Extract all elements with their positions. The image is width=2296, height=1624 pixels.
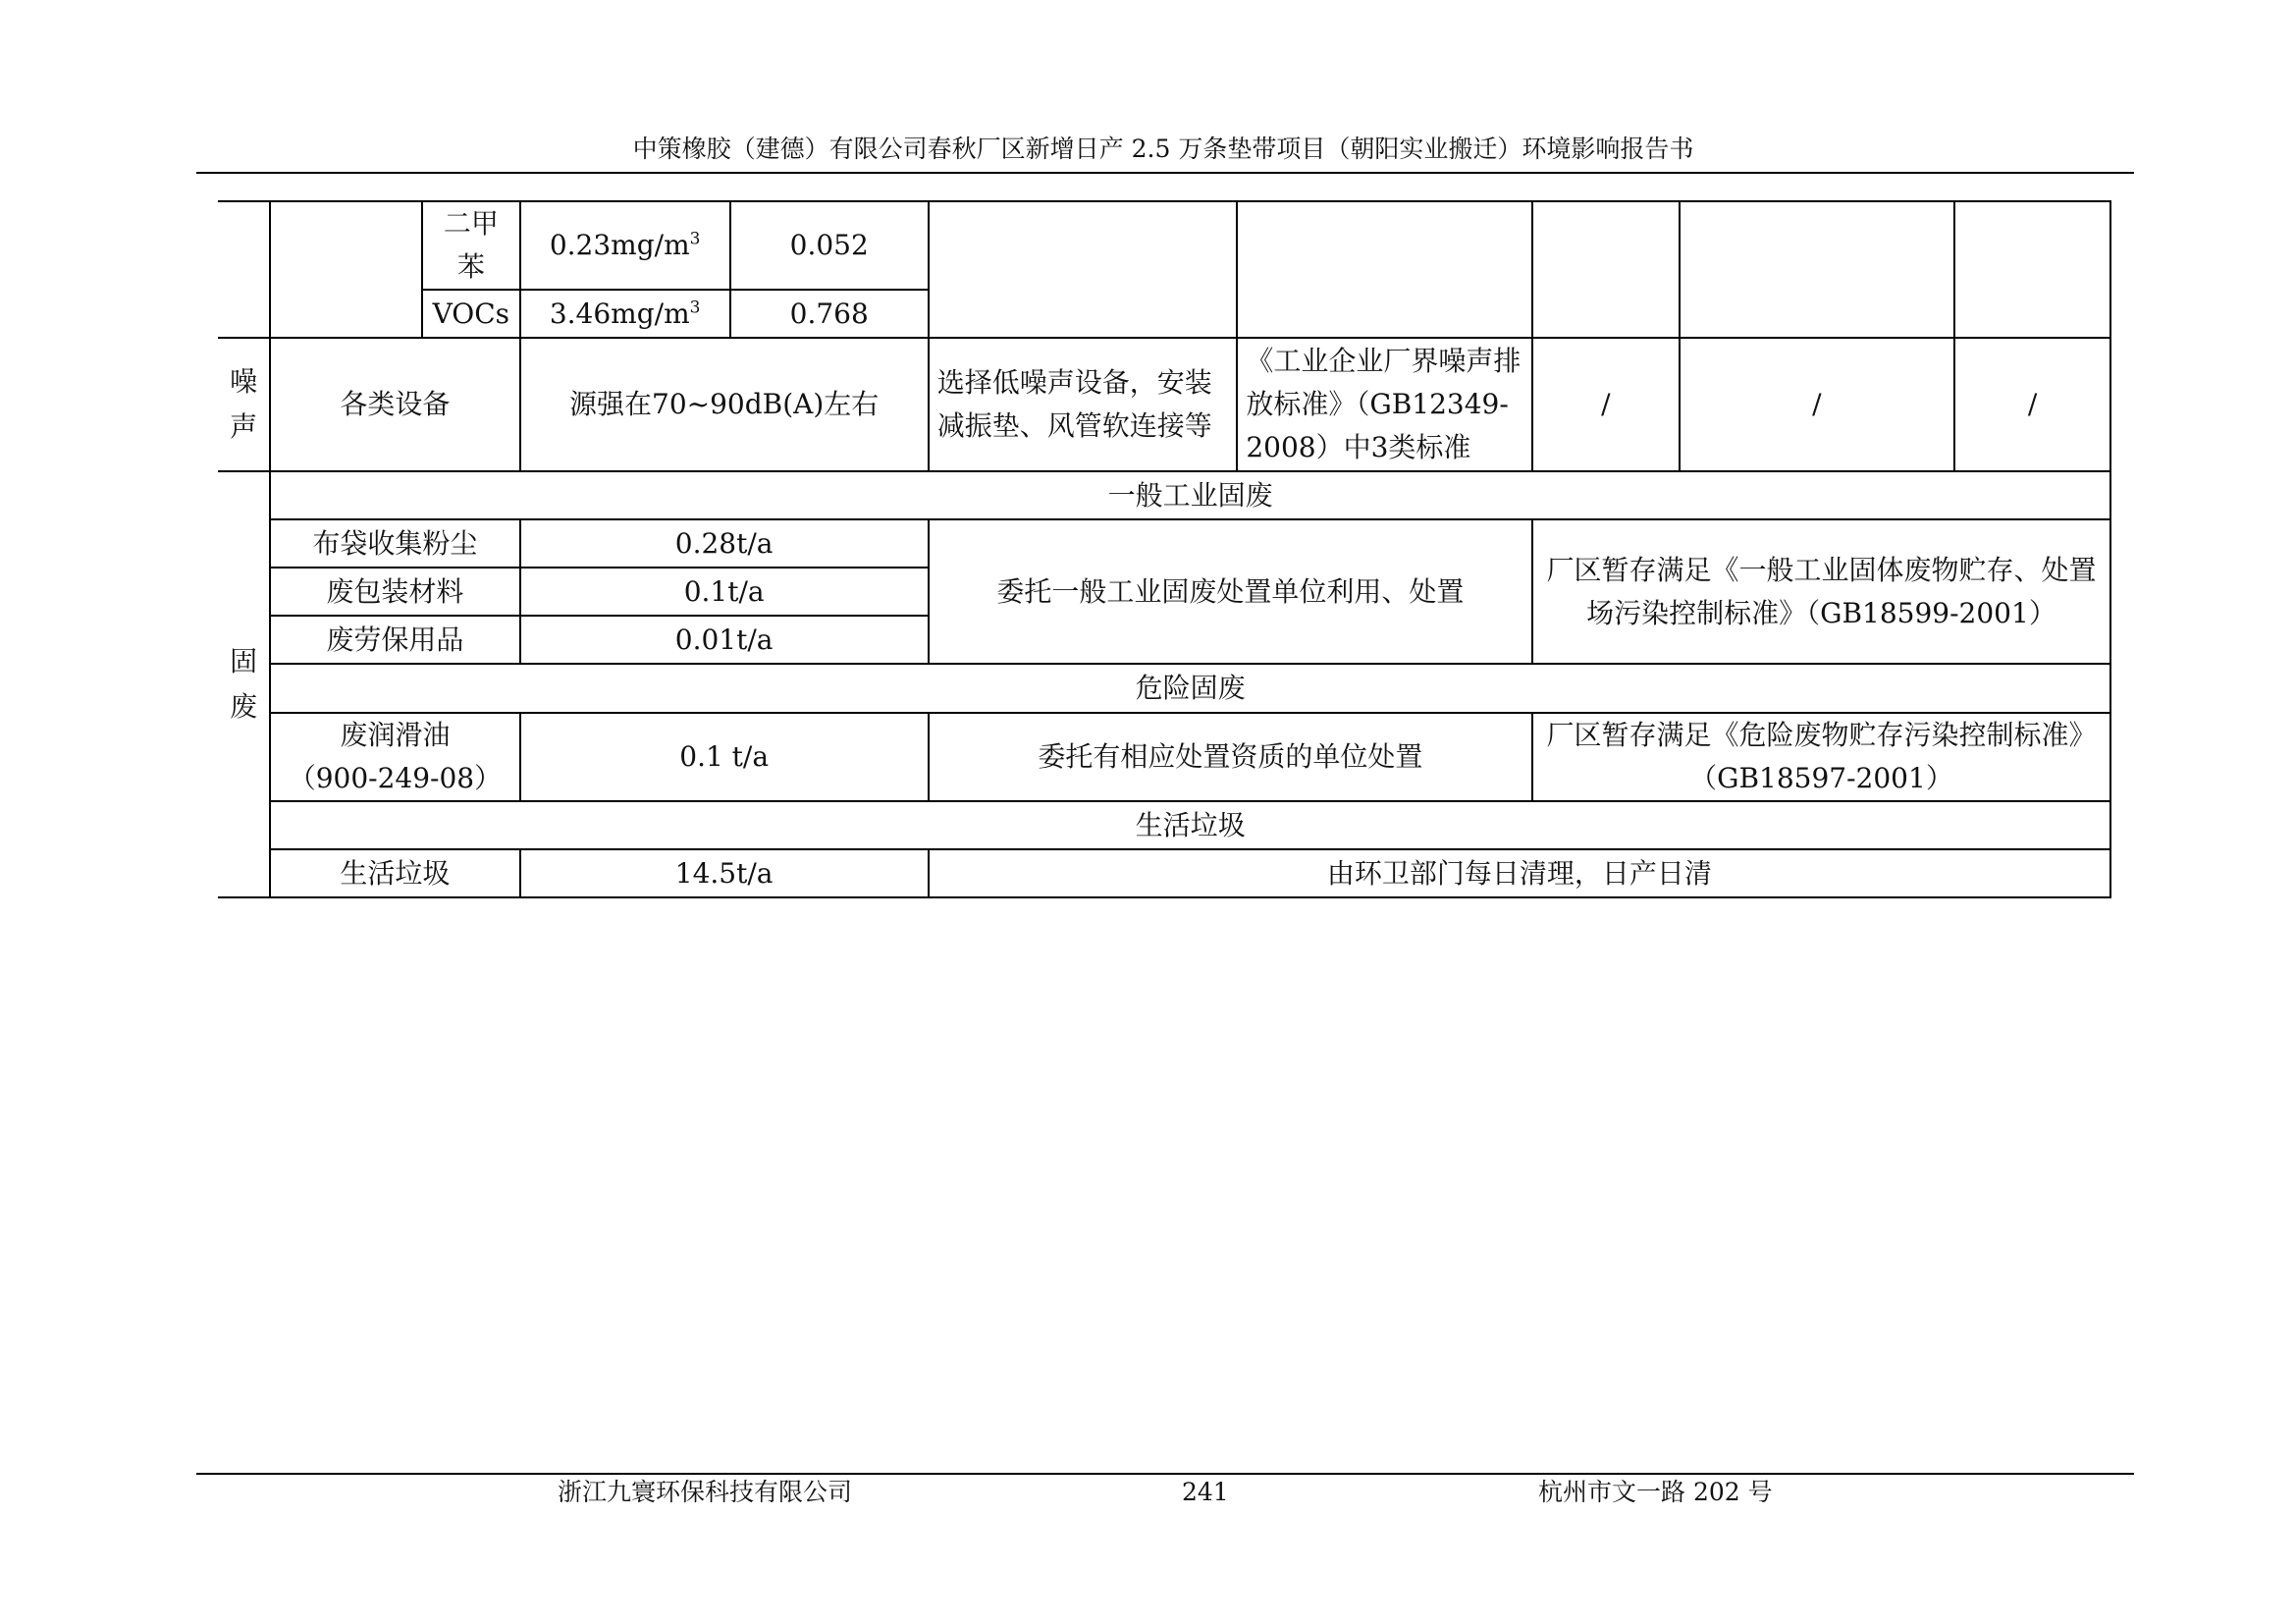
- table-row: [218, 664, 2110, 713]
- domestic-amount-cell: 14.5t/a: [520, 849, 929, 897]
- general-disposal-cell: 委托一般工业固废处置单位利用、处置: [929, 519, 1532, 664]
- noise-measure-cell: 选择低噪声设备，安装减振垫、风管软连接等: [929, 338, 1238, 471]
- pollutant-cell: 二甲苯: [422, 201, 520, 290]
- amount-cell: 0.052: [730, 201, 929, 290]
- noise-col7-cell: /: [1680, 338, 1954, 471]
- table-row: [218, 801, 2110, 849]
- section-title-general-waste: 一般工业固废: [270, 471, 2110, 519]
- hazardous-amount-cell: 0.1 t/a: [520, 713, 929, 801]
- hazardous-code: （900-249-08）: [288, 762, 503, 794]
- table-row: [218, 338, 2110, 471]
- waste-name-cell: 废包装材料: [270, 568, 519, 616]
- blank-cell: [1532, 201, 1680, 290]
- blank-cell: [1954, 290, 2110, 338]
- noise-level-cell: 源强在70~90dB(A)左右: [520, 338, 929, 471]
- table-row: [218, 201, 2110, 290]
- blank-cell: [1954, 201, 2110, 290]
- waste-name-cell: 布袋收集粉尘: [270, 519, 519, 568]
- table-row: [218, 519, 2110, 568]
- blank-cell: [218, 290, 270, 338]
- blank-cell: [1237, 201, 1532, 290]
- category-solid-waste: 固废: [218, 471, 270, 897]
- category-noise: 噪声: [218, 338, 270, 471]
- waste-amount-cell: 0.01t/a: [520, 616, 929, 664]
- hazardous-disposal-cell: 委托有相应处置资质的单位处置: [929, 713, 1532, 801]
- noise-standard-cell: 《工业企业厂界噪声排放标准》（GB12349-2008）中3类标准: [1237, 338, 1532, 471]
- table-row: [218, 849, 2110, 897]
- amount-cell: 0.768: [730, 290, 929, 338]
- environmental-measures-table: [218, 200, 2111, 898]
- noise-col6-cell: /: [1532, 338, 1680, 471]
- hazardous-name: 废润滑油: [340, 719, 451, 751]
- table-row: [218, 290, 2110, 338]
- section-title-hazardous-waste: 危险固废: [270, 664, 2110, 713]
- section-title-domestic-waste: 生活垃圾: [270, 801, 2110, 849]
- waste-amount-cell: 0.1t/a: [520, 568, 929, 616]
- footer-rule: [196, 1473, 2134, 1475]
- general-storage-cell: 厂区暂存满足《一般工业固体废物贮存、处置场污染控制标准》（GB18599-2001）: [1532, 519, 2110, 664]
- waste-amount-cell: 0.28t/a: [520, 519, 929, 568]
- blank-cell: [1680, 201, 1954, 290]
- table-row: [218, 471, 2110, 519]
- footer-company: 浙江九寰环保科技有限公司: [558, 1478, 853, 1506]
- pollutant-cell: VOCs: [422, 290, 520, 338]
- blank-cell: [929, 290, 1238, 338]
- blank-cell: [1532, 290, 1680, 338]
- hazardous-storage-cell: 厂区暂存满足《危险废物贮存污染控制标准》（GB18597-2001）: [1532, 713, 2110, 801]
- hazardous-name-cell: [270, 713, 519, 801]
- blank-cell: [218, 201, 270, 290]
- blank-cell: [1680, 290, 1954, 338]
- domestic-disposal-cell: 由环卫部门每日清理，日产日清: [929, 849, 2110, 897]
- header-rule: [196, 172, 2134, 174]
- waste-name-cell: 废劳保用品: [270, 616, 519, 664]
- blank-cell: [1237, 290, 1532, 338]
- blank-cell: [929, 201, 1238, 290]
- page-header-title: 中策橡胶（建德）有限公司春秋厂区新增日产 2.5 万条垫带项目（朝阳实业搬迁）环境影响报告书: [632, 135, 1694, 163]
- blank-cell: [270, 290, 422, 338]
- noise-col8-cell: /: [1954, 338, 2110, 471]
- footer-page-number: 241: [1182, 1478, 1229, 1506]
- concentration-cell: $0.23mg/m^3$: [520, 201, 730, 290]
- table-row: [218, 713, 2110, 801]
- footer-address: 杭州市文一路 202 号: [1538, 1478, 1773, 1506]
- concentration-cell: $3.46mg/m^3$: [520, 290, 730, 338]
- domestic-name-cell: 生活垃圾: [270, 849, 519, 897]
- blank-cell: [270, 201, 422, 290]
- noise-source-cell: 各类设备: [270, 338, 519, 471]
